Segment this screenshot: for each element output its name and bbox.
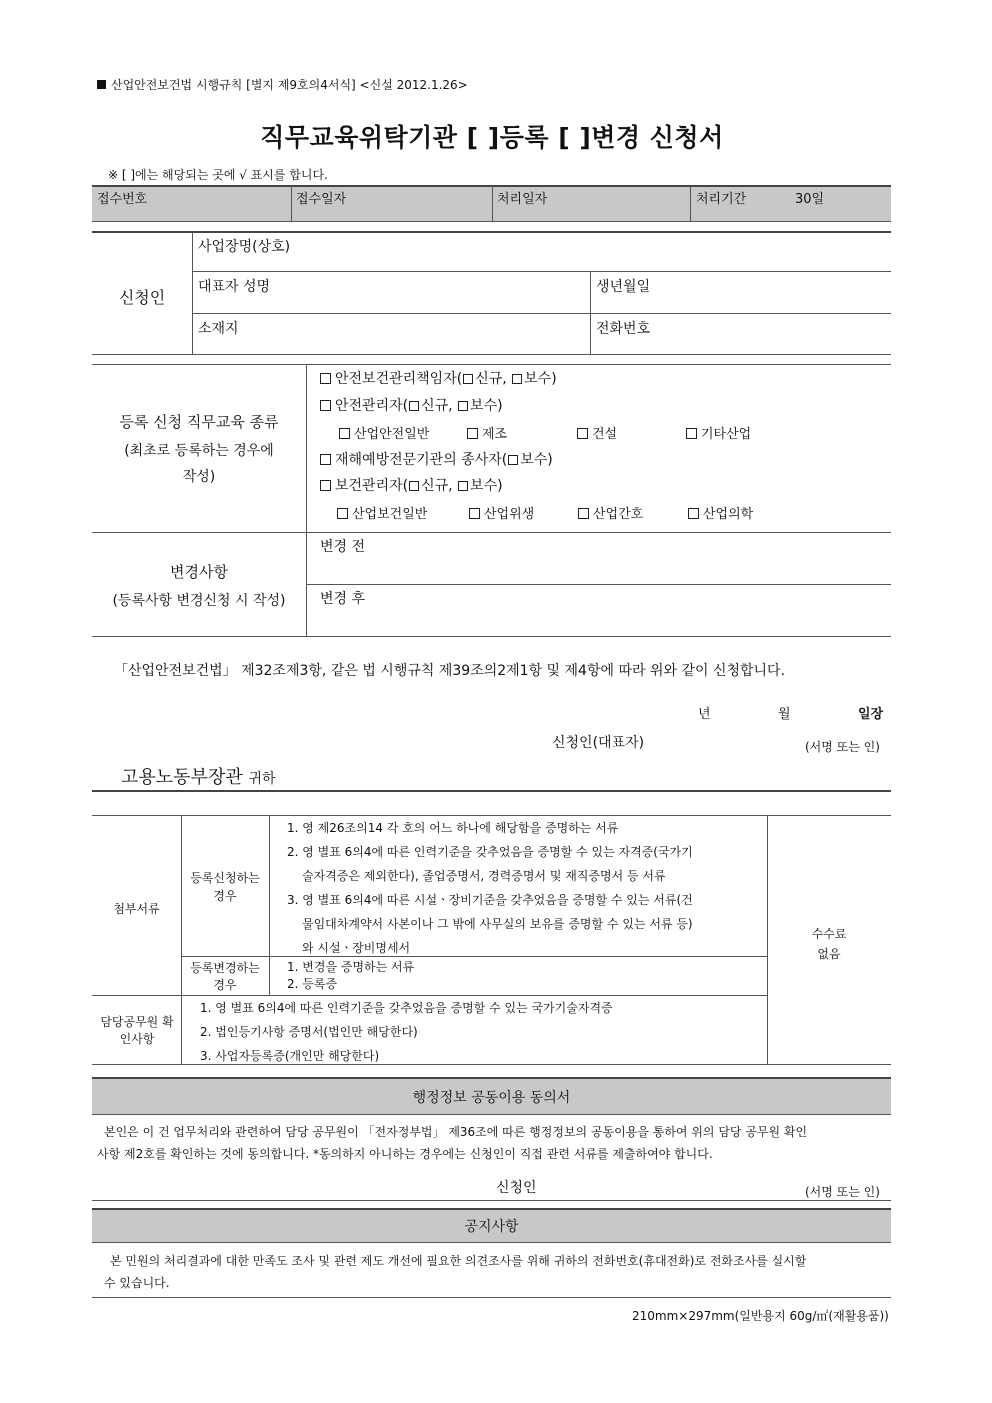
receipt-number-label: 접수번호 [97,192,148,207]
fee-cell [767,924,891,964]
checkbox-icon[interactable] [577,428,588,439]
recipient [121,763,276,789]
change-case-label: 등록변경하는 경우 [190,961,260,992]
changes-sublabel: (등록사항 변경신청 시 작성) [112,593,286,609]
checkbox-icon[interactable] [458,401,468,411]
address-label: 소재지 [198,321,239,337]
sub-option-industrial-nursing[interactable] [578,503,643,522]
receipt-date-label: 접수일자 [296,192,347,207]
checkbox-icon[interactable] [409,401,419,411]
change-after-field[interactable]: 변경 후 [320,591,366,607]
paper-spec: 210mm×297mm(일반용지 60g/㎡(재활용품)) [632,1309,889,1323]
notice-text-line2: 수 있습니다. [104,1276,170,1290]
sub-option-label: 산업보건일반 [352,507,428,522]
option-label: 안전관리자( [335,398,409,414]
process-period-value: 30일 [795,192,825,207]
phone-label: 전화번호 [596,321,651,337]
sub-option-label: 건설 [592,427,618,442]
registration-case-label: 등록신청하는 경우 [190,871,260,903]
option-new-label: 신규, [475,371,507,387]
recipient-name: 고용노동부장관 [121,767,243,788]
changes-label: 변경사항 [170,563,228,581]
consent-signature-note: (서명 또는 인) [805,1185,880,1199]
sub-option-label: 산업위생 [484,507,535,522]
sub-option-label: 산업안전일반 [354,427,430,442]
option-refresh-label: 보수) [470,478,503,494]
checkbox-icon[interactable] [686,428,697,439]
training-label-line2: (최초로 등록하는 경우에 [124,443,274,459]
signature-note: (서명 또는 인) [805,740,880,754]
checkbox-icon[interactable] [320,373,331,384]
list-item: 2. 등록증 [287,977,338,991]
option-refresh-label: 보수) [520,452,553,468]
notice-text-line1: 본 민원의 처리결과에 대한 만족도 조사 및 관련 제도 개선에 필요한 의견조사를 위해 귀하의 전화번호(휴대전화)로 전화조사를 실시할 [110,1254,807,1268]
officer-check-list [200,996,613,1068]
consent-title: 행정정보 공동이용 동의서 [92,1077,891,1115]
legal-reference-text: 산업안전보건법 시행규칙 [별지 제9호의4서식] <신설 2012.1.26> [111,78,468,92]
sub-option-manufacturing[interactable] [467,423,507,442]
checkbox-icon[interactable] [339,428,350,439]
registration-documents-list [287,816,693,960]
checkbox-icon[interactable] [320,400,331,411]
square-bullet-icon [97,80,106,89]
date-day-label [858,703,883,722]
fee-label: 수수료 [811,927,847,941]
day-text: 일 [858,707,871,722]
process-date-label: 처리일자 [497,192,548,207]
list-item: 2. 영 별표 6의4에 따른 인력기준을 갖추었음을 증명할 수 있는 자격증(국가기 [287,845,693,859]
sub-option-construction[interactable] [577,423,617,442]
option-refresh-label: 보수) [524,371,557,387]
checkbox-icon[interactable] [463,374,473,384]
consent-text-line2: 사항 제2호를 확인하는 것에 동의합니다. *동의하지 아니하는 경우에는 신청인이 직접 관련 서류를 제출하여야 합니다. [97,1147,713,1161]
applicant-signature-label: 신청인(대표자) [552,735,645,751]
declaration-text: 「산업안전보건법」 제32조제3항, 같은 법 시행규칙 제39조의2제1항 및 제4항에 따라 위와 같이 신청합니다. [114,663,786,679]
check-note: ※ [ ]에는 해당되는 곳에 √ 표시를 합니다. [108,168,328,182]
officer-check-label: 담당공무원 확인사항 [100,1015,174,1046]
checkbox-icon[interactable] [688,508,699,519]
list-item: 2. 법인등기사항 증명서(법인만 해당한다) [200,1025,418,1039]
checkbox-icon[interactable] [409,481,419,491]
sub-option-general-safety[interactable] [339,423,429,442]
business-name-label: 사업장명(상호) [198,239,291,255]
checkbox-icon[interactable] [337,508,348,519]
option-refresh-label: 보수) [470,398,503,414]
option-health-manager[interactable] [320,475,503,495]
checkbox-icon[interactable] [512,374,522,384]
recipient-suffix: 귀하 [248,771,276,787]
checkbox-icon[interactable] [467,428,478,439]
sub-option-other-industry[interactable] [686,423,751,442]
day-suffix-text: 장 [870,707,884,722]
training-label-line3: 작성) [182,469,216,485]
option-disaster-prevention-staff[interactable] [320,449,553,469]
fee-value: 없음 [817,947,841,961]
change-documents-list [287,959,414,993]
option-label: 안전보건관리책임자( [335,371,463,387]
option-label: 재해예방전문기관의 종사자( [335,452,508,468]
option-safety-manager[interactable] [320,395,503,415]
consent-text-line1: 본인은 이 건 업무처리와 관련하여 담당 공무원이 「전자정부법」 제36조에 따른 행정정보의 공동이용을 통하여 위의 담당 공무원 확인 [104,1125,808,1139]
checkbox-icon[interactable] [320,480,331,491]
notice-title: 공지사항 [92,1208,891,1243]
consent-applicant-label: 신청인 [496,1180,537,1196]
list-item: 1. 영 제26조의14 각 호의 어느 하나에 해당함을 증명하는 서류 [287,821,619,835]
sub-option-label: 산업간호 [593,507,644,522]
sub-option-label: 제조 [482,427,508,442]
list-item: 1. 변경을 증명하는 서류 [287,960,415,974]
birth-date-label: 생년월일 [596,279,651,295]
date-month-label: 월 [778,707,791,722]
option-safety-health-manager[interactable] [320,368,557,388]
checkbox-icon[interactable] [508,455,518,465]
checkbox-icon[interactable] [458,481,468,491]
sub-option-label: 기타산업 [701,427,752,442]
sub-option-industrial-medicine[interactable] [688,503,753,522]
representative-name-label: 대표자 성명 [198,279,271,295]
list-item: 술자격증은 제외한다), 졸업증명서, 경력증명서 및 재직증명서 등 서류 [302,869,666,883]
sub-option-label: 산업의학 [703,507,754,522]
option-new-label: 신규, [421,398,453,414]
sub-option-general-health[interactable] [337,503,427,522]
training-label-line1: 등록 신청 직무교육 종류 [119,413,279,431]
date-year-label: 년 [698,707,711,722]
change-before-field[interactable]: 변경 전 [320,539,366,555]
list-item: 물임대차계약서 사본이나 그 밖에 사무실의 보유를 증명할 수 있는 서류 등) [302,917,693,931]
list-item: 와 시설ㆍ장비명세서 [302,941,411,955]
attachments-label: 첨부서류 [113,902,160,916]
checkbox-icon[interactable] [320,454,331,465]
option-new-label: 신규, [421,478,453,494]
checkbox-icon[interactable] [578,508,589,519]
applicant-section-label: 신청인 [118,288,166,307]
option-label: 보건관리자( [335,478,409,494]
sub-option-industrial-hygiene[interactable] [469,503,534,522]
list-item: 1. 영 별표 6의4에 따른 인력기준을 갖추었음을 증명할 수 있는 국가기술자격증 [200,1001,613,1015]
legal-reference [97,76,468,93]
list-item: 3. 사업자등록증(개인만 해당한다) [200,1049,380,1063]
checkbox-icon[interactable] [469,508,480,519]
page-title: 직무교육위탁기관 [ ]등록 [ ]변경 신청서 [260,123,724,152]
list-item: 3. 영 별표 6의4에 따른 시설ㆍ장비기준을 갖추었음을 증명할 수 있는 서류(건 [287,893,693,907]
process-period-label: 처리기간 [696,192,747,207]
